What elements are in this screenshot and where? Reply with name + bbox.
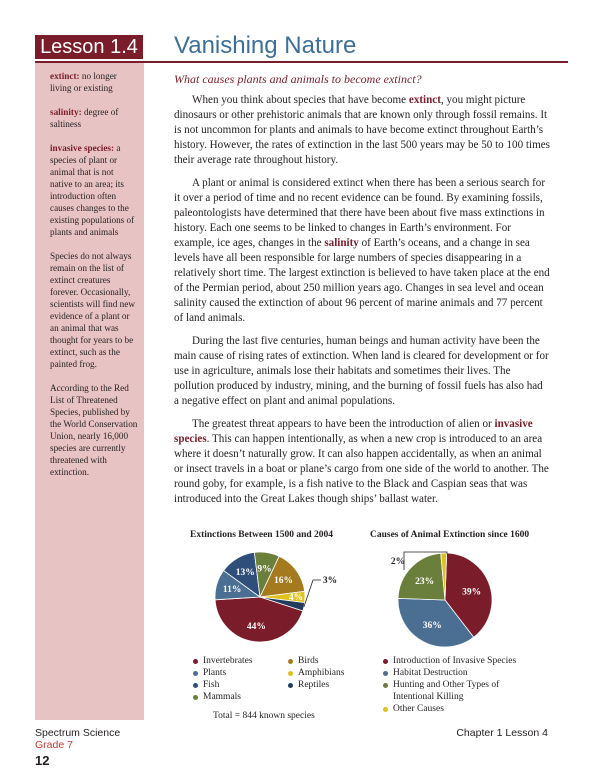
glossary-term: extinct: [50, 71, 80, 81]
legend-swatch [288, 683, 293, 688]
text: . This can happen intentionally, as when a new crop is introduced to an area where it doesn’t naturally grow. It can also happen accidentally, as when an animal or insect travels in a boat or plane’s cargo from one side of the world to another. The round goby, for example, is a fish native to the Black and Caspian seas that was introduced into the Great Lakes though ships’ ballast water. [174, 433, 549, 505]
lesson-number: Lesson 1.4 [35, 35, 143, 59]
legend-item [383, 679, 533, 703]
legend-swatch [288, 659, 293, 664]
pie-label: 11% [222, 584, 242, 595]
pie-label: 44% [246, 621, 266, 632]
text: The greatest threat appears to have been the introduction of alien or [192, 418, 495, 430]
pie-label: 16% [273, 575, 293, 586]
legend [288, 655, 344, 691]
legend-item [383, 667, 533, 679]
text: , you might picture dinosaurs or other prehistoric animals that are known only through fossil remains. It is not uncommon for plants and animals to have become extinct throughout Earth’s history. However, the rates of extinction in the last 500 years may be 50 to 100 times their average rate throughout history. [174, 94, 550, 166]
pie-label: 39% [462, 587, 482, 598]
pie-label: 2% [390, 557, 406, 567]
paragraph [174, 176, 550, 326]
glossary-definition: a species of plant or animal that is not native to an area; its introduction often causes changes to the existing populations of plants and animals [50, 143, 135, 237]
grade-label: Grade 7 [35, 739, 73, 751]
legend-item [193, 679, 253, 691]
legend-swatch [383, 707, 388, 712]
main-text [174, 72, 550, 515]
legend-label: Hunting and Other Types of Intentional Killing [393, 680, 500, 702]
legend-item [288, 679, 344, 691]
text: A plant or animal is considered extinct when there has been a serious search for it over a period of time and no recent evidence can be found. By examining fossils, paleontologists have determined that there have been about five mass extinctions in history. Each one seems to be linked to changes in Earth’s environment. For example, ice ages, changes in the [174, 177, 546, 249]
legend-label: Other Causes [393, 704, 444, 714]
legend-swatch [288, 671, 293, 676]
pie-label: 3% [322, 576, 338, 586]
footer-left [35, 727, 120, 767]
pie-label: 23% [415, 576, 435, 587]
page-title: Vanishing Nature [174, 32, 357, 59]
legend [383, 655, 533, 715]
legend-swatch [193, 671, 198, 676]
pie-label: 36% [422, 620, 442, 631]
legend-label: Mammals [203, 692, 241, 702]
legend-item [383, 655, 533, 667]
legend-label: Amphibians [298, 668, 345, 678]
legend-label: Plants [203, 668, 227, 678]
text: of Earth’s oceans, and a change in sea levels have all been responsible for large numbers of species disappearing in a relatively short time. The largest extinction is believed to have taken place at the end of the Permian period, about 250 million years ago. Changes in sea level and ocean salinity caused the extinction of about 96 percent of marine animals and 77 percent of land animals. [174, 237, 550, 324]
legend-item [193, 691, 253, 703]
legend-swatch [383, 671, 388, 676]
pie-label: 13% [235, 568, 255, 579]
sidebar-note: Species do not always remain on the list of extinct creatures forever. Occasionally, scientists will find new evidence of a plant or an animal that was thought for years to be extinct, such as the painted frog. [50, 251, 135, 369]
legend-label: Reptiles [298, 680, 330, 690]
chart-title: Extinctions Between 1500 and 2004 [190, 530, 334, 540]
legend-swatch [193, 659, 198, 664]
legend-label: Birds [298, 656, 319, 666]
legend-label: Habitat Destruction [393, 668, 468, 678]
vocab-word: salinity [324, 237, 359, 249]
section-question: What causes plants and animals to become extinct? [174, 72, 422, 86]
legend-item [193, 655, 253, 667]
glossary-extinct [50, 70, 138, 94]
glossary-invasive [50, 142, 138, 238]
vocab-word: extinct [408, 94, 441, 106]
legend-swatch [383, 683, 388, 688]
legend-label: Introduction of Invasive Species [393, 656, 517, 666]
sidebar-note: According to the Red List of Threatened Species, published by the World Conservation Union, nearly 16,000 species are currently threatened with extinction. [50, 383, 138, 477]
legend-swatch [193, 695, 198, 700]
pie-leader-line [304, 580, 321, 607]
pie-chart-extinctions [205, 542, 365, 652]
paragraph [174, 417, 550, 507]
sidebar-text [50, 70, 138, 490]
legend-item [288, 655, 344, 667]
paragraph [174, 93, 550, 168]
legend-label: Invertebrates [203, 656, 253, 666]
book-title: Spectrum Science [35, 727, 121, 739]
chart-total: Total = 844 known species [213, 711, 315, 721]
chart-title: Causes of Animal Extinction since 1600 [370, 530, 530, 540]
text: When you think about species that have become [192, 94, 409, 106]
pie-chart-causes [380, 542, 510, 652]
legend-swatch [193, 683, 198, 688]
legend-item [193, 667, 253, 679]
pie-label: 9% [257, 564, 272, 575]
vocab-word: invasive species [174, 418, 533, 445]
glossary-definition: no longer living or existing [50, 71, 117, 93]
paragraph: During the last five centuries, human beings and human activity have been the main cause of rising rates of extinction. When land is cleared for development or for use in agriculture, animals lose their habitats and sometimes their lives. The pollution produced by industry, mining, and the burning of fossil fuels has also had a negative effect on plant and animal populations. [174, 335, 549, 407]
glossary-salinity [50, 106, 138, 130]
legend-item [288, 667, 344, 679]
chapter-label: Chapter 1 Lesson 4 [456, 727, 548, 739]
legend-swatch [383, 659, 388, 664]
glossary-term: salinity: [50, 107, 82, 117]
legend-label: Fish [203, 680, 220, 690]
glossary-term: invasive species: [50, 143, 115, 153]
page-number: 12 [35, 753, 50, 768]
glossary-definition: degree of saltiness [50, 107, 119, 129]
legend-item [383, 703, 533, 715]
legend [193, 655, 253, 703]
pie-label: 4% [288, 593, 304, 603]
